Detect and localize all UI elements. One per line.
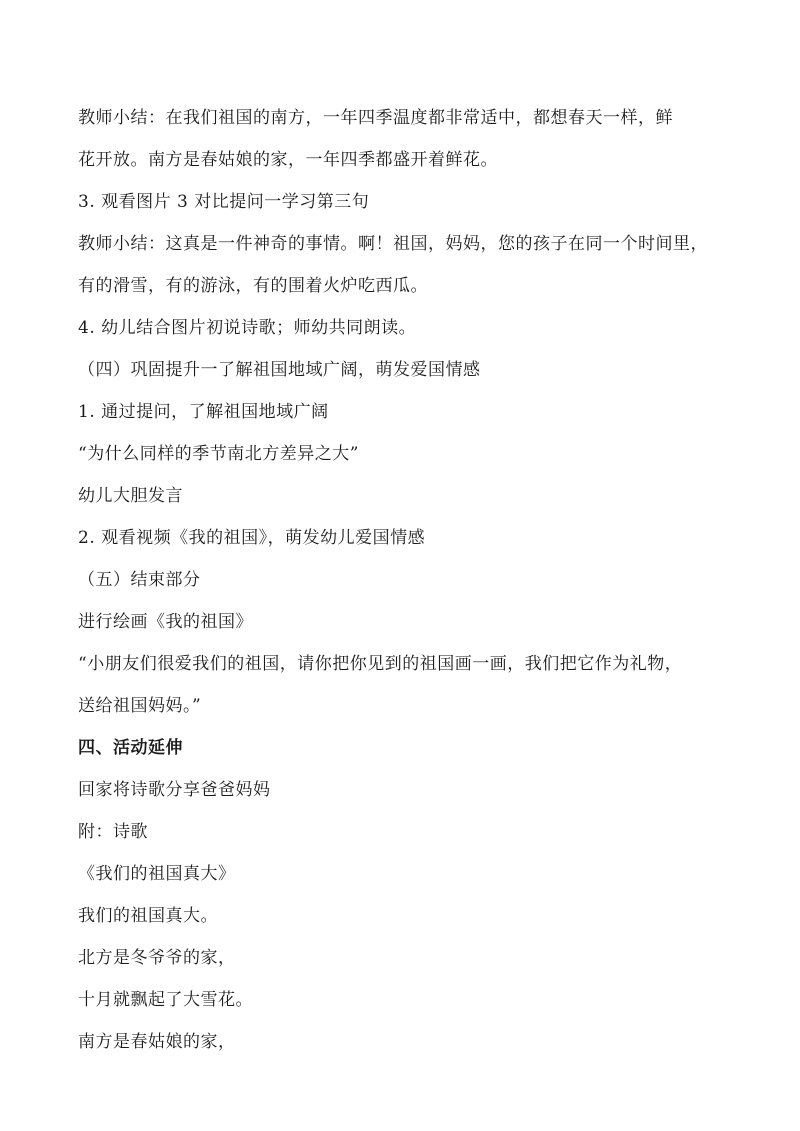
quote-line-2: “小朋友们很爱我们的祖国，请你把你见到的祖国画一画，我们把它作为礼物， — [78, 654, 683, 674]
section-item-1: 1. 通过提问，了解祖国地域广阔 — [78, 402, 329, 422]
poem-line-2: 北方是冬爷爷的家， — [78, 948, 236, 968]
poem-title: 《我们的祖国真大》 — [78, 864, 236, 884]
paragraph-line-17: 回家将诗歌分享爸爸妈妈 — [78, 780, 271, 800]
section-item-4: 4. 幼儿结合图片初说诗歌；师幼共同朗读。 — [78, 318, 417, 338]
subsection-heading-5: （五）结束部分 — [78, 570, 201, 590]
poem-line-1: 我们的祖国真大。 — [78, 906, 218, 926]
section-heading-4: 四、活动延伸 — [78, 738, 183, 758]
paragraph-line-4: 教师小结：这真是一件神奇的事情。啊！祖国，妈妈，您的孩子在同一个时间里， — [78, 234, 708, 254]
appendix-label: 附：诗歌 — [78, 822, 148, 842]
paragraph-line-5: 有的滑雪，有的游泳，有的围着火炉吃西瓜。 — [78, 276, 428, 296]
section-item-3: 3. 观看图片 3 对比提问一学习第三句 — [78, 192, 370, 212]
section-item-2: 2. 观看视频《我的祖国》，萌发幼儿爱国情感 — [78, 528, 426, 548]
quote-line-1: “为什么同样的季节南北方差异之大” — [78, 444, 359, 464]
paragraph-line-2: 花开放。南方是春姑娘的家，一年四季都盛开着鲜花。 — [78, 150, 498, 170]
poem-line-3: 十月就飘起了大雪花。 — [78, 990, 253, 1010]
quote-line-3: 送给祖国妈妈。” — [78, 696, 202, 716]
poem-line-4: 南方是春姑娘的家， — [78, 1032, 236, 1052]
paragraph-line-13: 进行绘画《我的祖国》 — [78, 612, 253, 632]
paragraph-line-10: 幼儿大胆发言 — [78, 486, 183, 506]
subsection-heading-4: （四）巩固提升一了解祖国地域广阔，萌发爱国情感 — [78, 360, 481, 380]
paragraph-line-1: 教师小结：在我们祖国的南方，一年四季温度都非常适中，都想春天一样，鲜 — [78, 108, 673, 128]
